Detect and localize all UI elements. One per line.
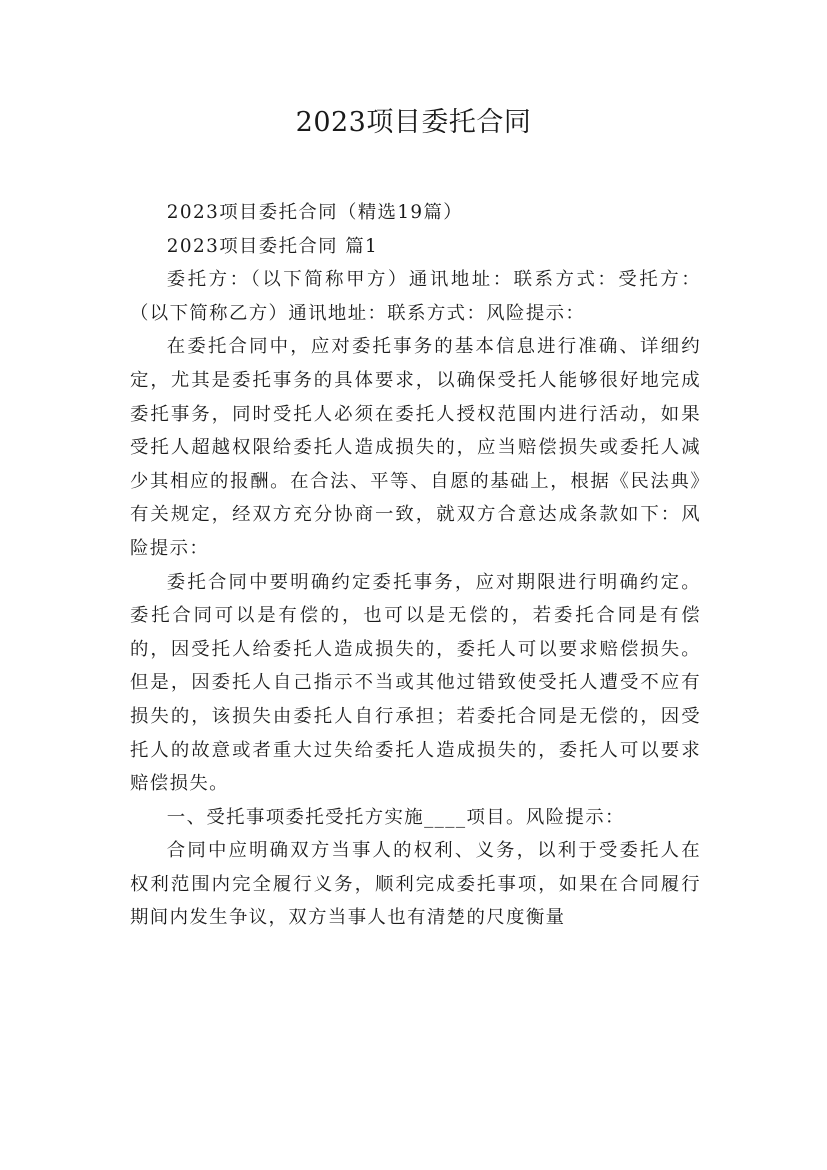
paragraph-clause-1: 一、受托事项委托受托方实施____项目。风险提示：: [166, 806, 625, 828]
paragraph-subtitle: 2023项目委托合同（精选19篇）: [166, 202, 464, 223]
paragraph-section-heading: 2023项目委托合同 篇1: [166, 235, 379, 257]
paragraph-parties: 委托方：（以下简称甲方）通讯地址：联系方式：受托方：（以下简称乙方）通讯地址：联系方式：风险提示：: [130, 269, 701, 324]
document-body: [130, 196, 701, 935]
document-title: 2023项目委托合同: [295, 107, 532, 138]
paragraph-preamble: 在委托合同中，应对委托事务的基本信息进行准确、详细约定，尤其是委托事务的具体要求，以确保受托人能够很好地完成委托事务，同时受托人必须在委托人授权范围内进行活动，如果受托人超越权限给委托人造成损失的，应当赔偿损失或委托人减少其相应的报酬。在合法、平等、自愿的基础上，根据《民法典》有关规定，经双方充分协商一致，就双方合意达成条款如下：风险提示：: [130, 336, 701, 559]
paragraph-risk-note: 委托合同中要明确约定委托事务，应对期限进行明确约定。委托合同可以是有偿的，也可以是无偿的，若委托合同是有偿的，因受托人给委托人造成损失的，委托人可以要求赔偿损失。但是，因委托人自己指示不当或其他过错致使受托人遭受不应有损失的，该损失由委托人自行承担；若委托合同是无偿的，因受托人的故意或者重大过失给委托人造成损失的，委托人可以要求赔偿损失。: [130, 571, 701, 795]
paragraph-rights-obligations: 合同中应明确双方当事人的权利、义务，以利于受委托人在权利范围内完全履行义务，顺利完成委托事项，如果在合同履行期间内发生争议，双方当事人也有清楚的尺度衡量: [130, 840, 701, 929]
